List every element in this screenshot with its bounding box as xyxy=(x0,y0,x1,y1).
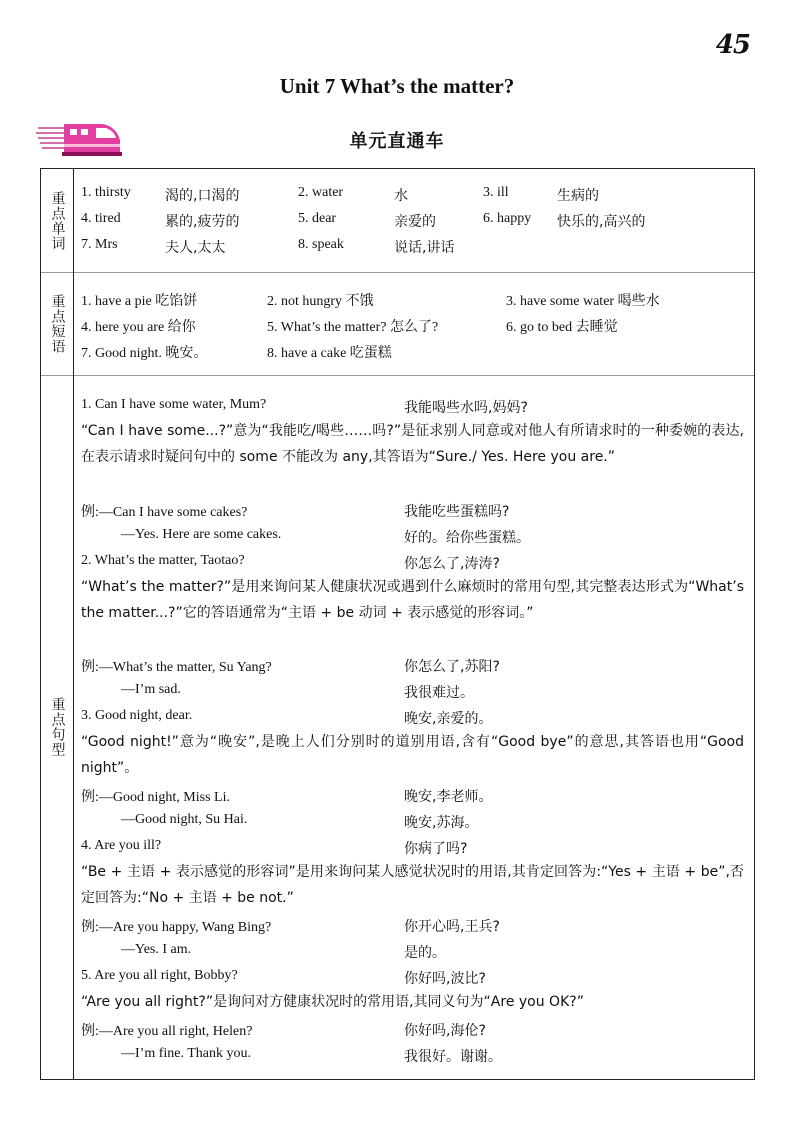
words-label: 重点单词 xyxy=(41,169,74,272)
example-en: —I’m fine. Thank you. xyxy=(121,1046,251,1061)
sentence-zh: 晚安,亲爱的。 xyxy=(404,711,493,727)
word-en: 6. happy xyxy=(483,211,532,226)
study-table xyxy=(40,168,755,1080)
sentence-explanation: “Are you all right?”是询问对方健康状况时的常用语,其同义句为“Are you OK?” xyxy=(81,994,584,1010)
example-zh: 我能吃些蛋糕吗? xyxy=(404,504,510,520)
word-en: 2. water xyxy=(298,185,344,200)
example-en: —Yes. Here are some cakes. xyxy=(121,527,282,542)
word-zh: 水 xyxy=(394,188,408,204)
sentence-explanation: “Be + 主语 + 表示感觉的形容词”是用来询问某人感觉状况时的用语,其肯定回答为:“Yes + 主语 + be”,否定回答为:“No + 主语 + be not.” xyxy=(81,864,744,906)
sentence-zh: 你好吗,波比? xyxy=(404,971,486,987)
sentence-en: 5. Are you all right, Bobby? xyxy=(81,968,238,983)
example-zh: 晚安,苏海。 xyxy=(404,815,479,831)
phrase-item: 7. Good night. 晚安。 xyxy=(81,346,208,361)
phrase-item: 4. here you are 给你 xyxy=(81,320,196,335)
sentence-zh: 我能喝些水吗,妈妈? xyxy=(404,400,528,416)
phrase-item: 5. What’s the matter? 怎么了? xyxy=(267,320,439,335)
word-en: 5. dear xyxy=(298,211,337,226)
example-en: —Good night, Su Hai. xyxy=(121,812,248,827)
sentence-en: 1. Can I have some water, Mum? xyxy=(81,397,267,412)
word-zh: 亲爱的 xyxy=(394,214,436,230)
phrase-item: 6. go to bed 去睡觉 xyxy=(506,320,618,335)
section-heading: 单元直通车 xyxy=(349,131,445,152)
word-zh: 快乐的,高兴的 xyxy=(557,214,646,230)
example-zh: 我很难过。 xyxy=(404,685,474,701)
phrase-item: 3. have some water 喝些水 xyxy=(506,294,660,309)
phrases-label: 重点短语 xyxy=(41,272,74,375)
sentence-explanation: “Can I have some...?”意为“我能吃/喝些……吗?”是征求别人同意或对他人有所请求时的一种委婉的表达,在表示请求时疑问句中的 some 不能改为 any,其答语为“Sure./ Yes. Here you are.” xyxy=(81,423,744,465)
phrases-row xyxy=(41,272,754,376)
page-number: 45 xyxy=(715,30,750,60)
word-zh: 渴的,口渴的 xyxy=(165,188,240,204)
phrase-item: 2. not hungry 不饿 xyxy=(267,294,374,309)
word-en: 3. ill xyxy=(483,185,509,200)
phrases-content xyxy=(81,272,750,375)
example-en: 例:—Good night, Miss Li. xyxy=(81,790,230,805)
example-zh: 是的。 xyxy=(404,945,446,961)
sentences-row xyxy=(41,375,754,1079)
phrase-item: 8. have a cake 吃蛋糕 xyxy=(267,346,392,361)
example-zh: 你开心吗,王兵? xyxy=(404,919,500,935)
unit-title: Unit 7 What’s the matter? xyxy=(279,74,515,98)
example-zh: 晚安,李老师。 xyxy=(404,789,493,805)
example-en: 例:—Can I have some cakes? xyxy=(81,505,248,520)
example-en: 例:—Are you happy, Wang Bing? xyxy=(81,920,272,935)
sentence-zh: 你怎么了,涛涛? xyxy=(404,556,500,572)
word-zh: 说话,讲话 xyxy=(394,240,455,256)
sentence-en: 3. Good night, dear. xyxy=(81,708,193,723)
sentence-zh: 你病了吗? xyxy=(404,841,468,857)
sentence-en: 4. Are you ill? xyxy=(81,838,162,853)
example-en: —I’m sad. xyxy=(121,682,181,697)
example-en: 例:—What’s the matter, Su Yang? xyxy=(81,660,272,675)
word-en: 1. thirsty xyxy=(81,185,131,200)
word-zh: 累的,疲劳的 xyxy=(165,214,240,230)
example-zh: 你好吗,海伦? xyxy=(404,1023,486,1039)
word-en: 8. speak xyxy=(298,237,344,252)
sentences-content xyxy=(81,375,750,1079)
word-en: 7. Mrs xyxy=(81,237,118,252)
words-content xyxy=(81,169,750,272)
example-en: —Yes. I am. xyxy=(121,942,192,957)
phrase-item: 1. have a pie 吃馅饼 xyxy=(81,294,198,309)
word-en: 4. tired xyxy=(81,211,121,226)
example-zh: 好的。给你些蛋糕。 xyxy=(404,530,530,546)
sentence-en: 2. What’s the matter, Taotao? xyxy=(81,553,245,568)
example-en: 例:—Are you all right, Helen? xyxy=(81,1024,253,1039)
word-zh: 生病的 xyxy=(557,188,599,204)
sentence-explanation: “Good night!”意为“晚安”,是晚上人们分别时的道别用语,含有“Good bye”的意思,其答语也用“Good night”。 xyxy=(81,734,744,776)
example-zh: 我很好。谢谢。 xyxy=(404,1049,502,1065)
example-zh: 你怎么了,苏阳? xyxy=(404,659,500,675)
sentences-label: 重点句型 xyxy=(41,375,74,1079)
sentence-explanation: “What’s the matter?”是用来询问某人健康状况或遇到什么麻烦时的常用句型,其完整表达形式为“What’s the matter...?”它的答语通常为“主语 + be 动词 + 表示感觉的形容词。” xyxy=(81,579,744,621)
words-row xyxy=(41,169,754,273)
word-zh: 夫人,太太 xyxy=(165,240,226,256)
